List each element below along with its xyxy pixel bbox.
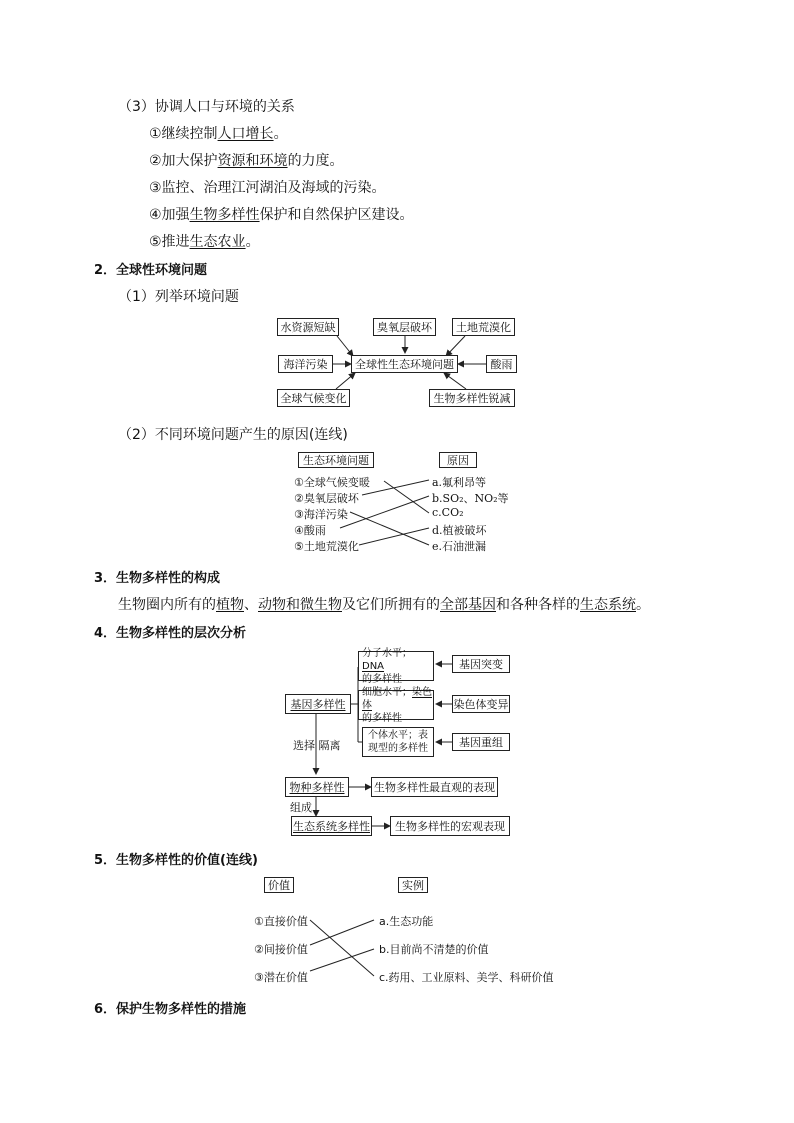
section-heading: 5．生物多样性的价值(连线) <box>94 853 258 868</box>
value-item: ②间接价值 <box>254 943 308 956</box>
section-heading: （3）协调人口与环境的关系 <box>118 99 295 115</box>
value-item: ③潜在价值 <box>254 971 308 984</box>
match-right-item: e.石油泄漏 <box>432 540 487 553</box>
section-heading: 4．生物多样性的层次分析 <box>94 626 247 641</box>
match-left-header: 生态环境问题 <box>298 452 374 468</box>
match-right-item: d.植被破坏 <box>432 524 487 537</box>
ecosystem-diversity-desc-box: 生物多样性的宏观表现 <box>390 816 510 836</box>
gene-diversity-box: 基因多样性 <box>285 694 351 714</box>
match-left-item: ①全球气候变暖 <box>294 476 370 489</box>
subsection-heading: （2）不同环境问题产生的原因(连线) <box>118 427 348 443</box>
species-diversity-box: 物种多样性 <box>285 777 349 797</box>
biodiversity-loss-box: 生物多样性锐减 <box>429 389 515 407</box>
value-item: ①直接价值 <box>254 915 308 928</box>
example-item: b.目前尚不清楚的价值 <box>379 943 489 956</box>
list-item: ①继续控制人口增长。 <box>149 126 288 142</box>
match-right-header: 原因 <box>439 452 477 468</box>
list-item: ②加大保护资源和环境的力度。 <box>149 153 344 169</box>
global-env-problem-box: 全球性生态环境问题 <box>351 355 458 373</box>
paragraph: 生物圈内所有的植物、动物和微生物及它们所拥有的全部基因和各种各样的生态系统。 <box>118 597 650 613</box>
list-item: ⑤推进生态农业。 <box>149 234 260 250</box>
gene-mutation-box: 基因突变 <box>452 655 510 673</box>
ozone-box: 臭氧层破坏 <box>373 318 436 336</box>
section-heading: 2．全球性环境问题 <box>94 263 208 278</box>
example-item: a.生态功能 <box>379 915 434 928</box>
section-heading: 6．保护生物多样性的措施 <box>94 1002 247 1017</box>
example-header: 实例 <box>398 877 428 893</box>
selection-isolation-label: 选择 隔离 <box>293 739 341 752</box>
acid-rain-box: 酸雨 <box>486 355 517 373</box>
match-right-item: a.氟利昂等 <box>432 476 487 489</box>
individual-level-box: 个体水平；表现型的多样性 <box>362 727 434 757</box>
list-item: ④加强生物多样性保护和自然保护区建设。 <box>149 207 414 223</box>
species-diversity-desc-box: 生物多样性最直观的表现 <box>371 777 498 797</box>
ocean-pollution-box: 海洋污染 <box>278 355 333 373</box>
compose-label: 组成 <box>290 801 312 814</box>
match-right-item: b.SO₂、NO₂等 <box>432 492 509 505</box>
match-right-item: c.CO₂ <box>432 506 464 519</box>
example-item: c.药用、工业原料、美学、科研价值 <box>379 971 554 984</box>
water-shortage-box: 水资源短缺 <box>277 318 339 336</box>
desertification-box: 土地荒漠化 <box>452 318 515 336</box>
subsection-heading: （1）列举环境问题 <box>118 289 239 305</box>
match-left-item: ②臭氧层破坏 <box>294 492 359 505</box>
cell-level-box: 细胞水平；染色体 的多样性 <box>358 690 434 720</box>
value-header: 价值 <box>264 877 294 893</box>
list-item: ③监控、治理江河湖泊及海域的污染。 <box>149 180 386 196</box>
match-left-item: ③海洋污染 <box>294 508 348 521</box>
molecular-level-box: 分子水平；DNA 的多样性 <box>358 651 434 681</box>
gene-recombination-box: 基因重组 <box>452 733 510 751</box>
match-left-item: ④酸雨 <box>294 524 326 537</box>
climate-change-box: 全球气候变化 <box>277 389 350 407</box>
chromosome-variation-box: 染色体变异 <box>452 695 510 713</box>
ecosystem-diversity-box: 生态系统多样性 <box>291 816 372 836</box>
section-heading: 3．生物多样性的构成 <box>94 571 221 586</box>
match-left-item: ⑤土地荒漠化 <box>294 540 359 553</box>
